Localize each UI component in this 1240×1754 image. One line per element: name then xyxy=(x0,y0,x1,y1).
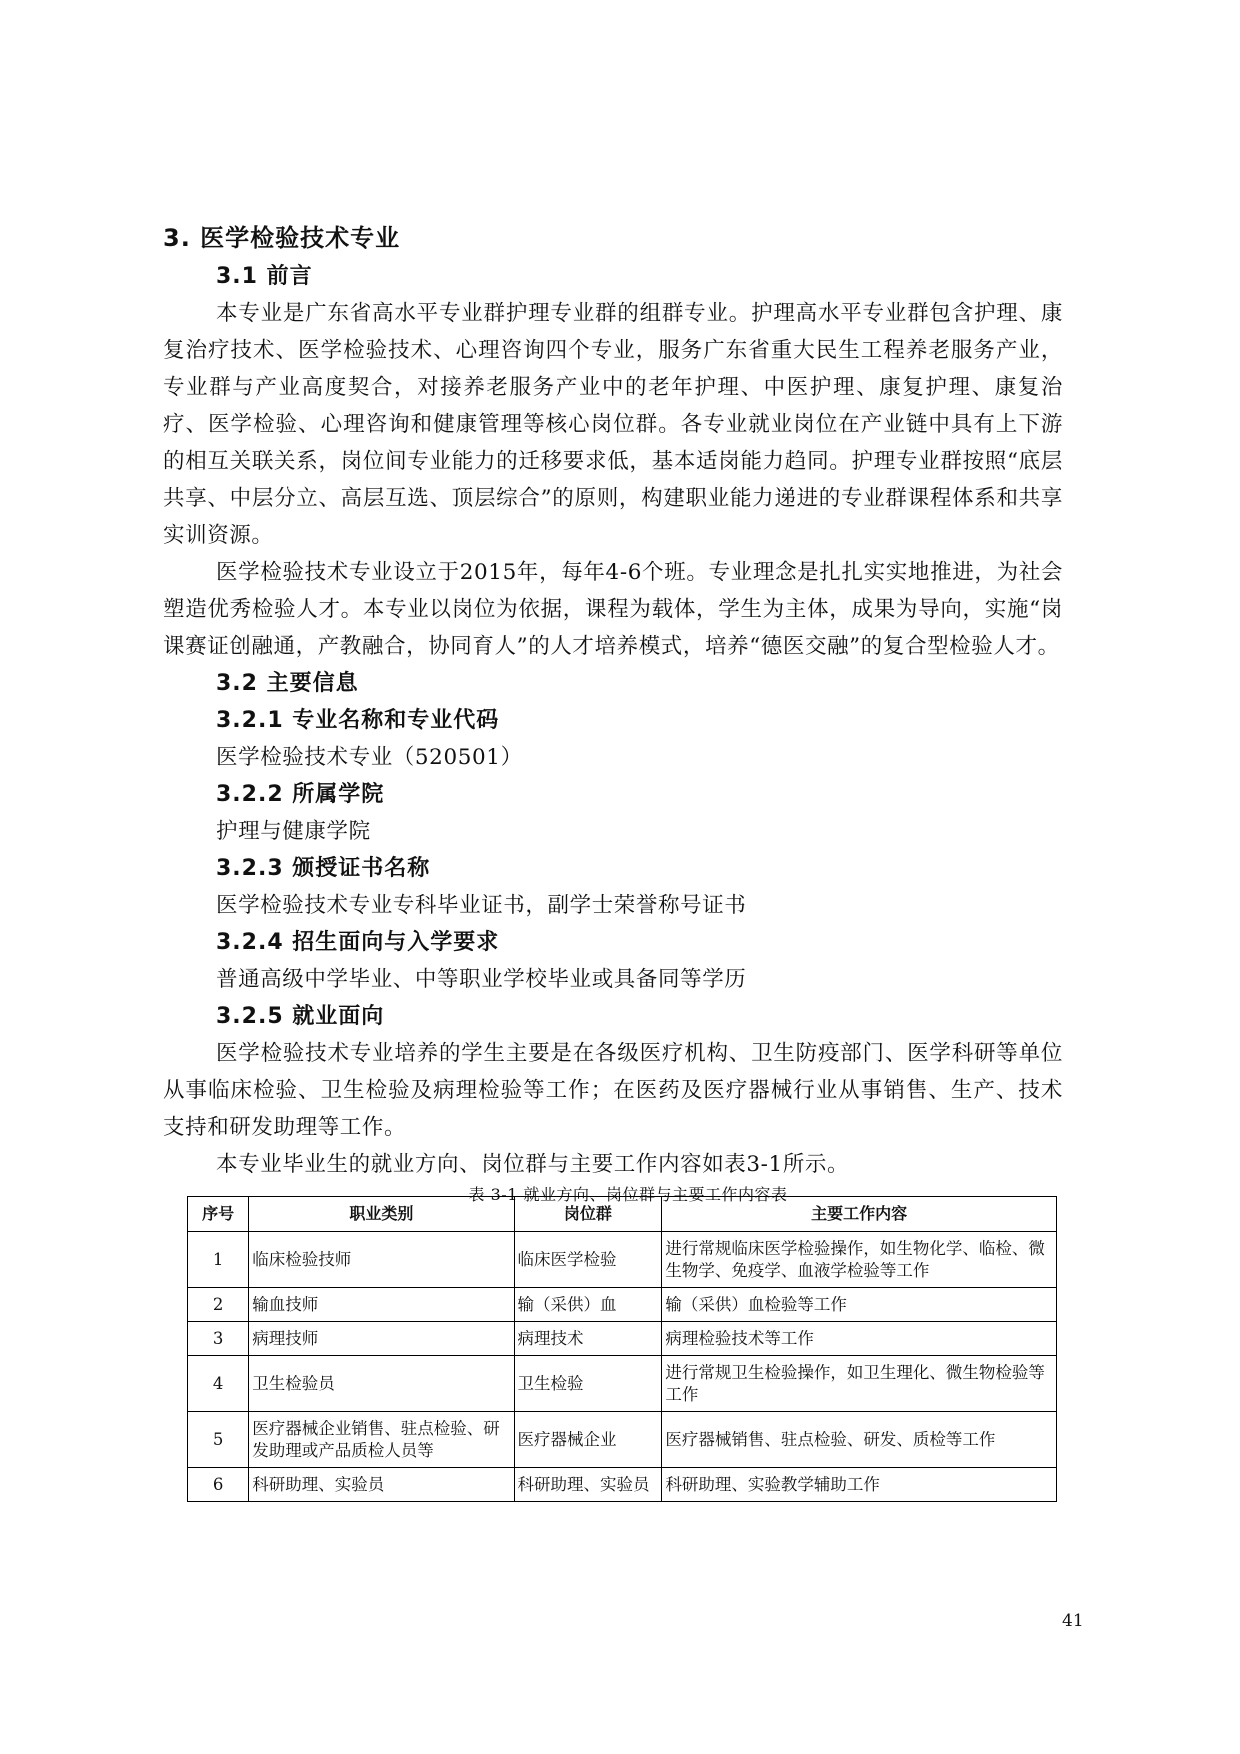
cell-group: 病理技术 xyxy=(514,1322,662,1356)
table-row xyxy=(188,1288,1057,1322)
cell-no: 4 xyxy=(188,1356,249,1412)
header-content: 主要工作内容 xyxy=(662,1197,1057,1232)
table-row xyxy=(188,1322,1057,1356)
preface-paragraph-2: 医学检验技术专业设立于2015年，每年4-6个班。专业理念是扎扎实实地推进，为社会塑造优秀检验人才。本专业以岗位为依据，课程为载体，学生为主体，成果为导向，实施“岗课赛证创融通，产教融合，协同育人”的人才培养模式，培养“德医交融”的复合型检验人才。 xyxy=(163,560,1063,659)
cell-content: 医疗器械销售、驻点检验、研发、质检等工作 xyxy=(662,1412,1057,1468)
cell-category: 医疗器械企业销售、驻点检验、研发助理或产品质检人员等 xyxy=(249,1412,514,1468)
major-name-heading: 3.2.1 专业名称和专业代码 xyxy=(216,708,500,733)
cell-content: 输（采供）血检验等工作 xyxy=(662,1288,1057,1322)
table-row xyxy=(188,1356,1057,1412)
page-number: 41 xyxy=(1062,1611,1084,1631)
cell-group: 科研助理、实验员 xyxy=(514,1468,662,1502)
table-row xyxy=(188,1232,1057,1288)
page-content xyxy=(163,218,1063,1207)
cell-group: 卫生检验 xyxy=(514,1356,662,1412)
admission-heading: 3.2.4 招生面向与入学要求 xyxy=(216,930,500,955)
admission-value: 普通高级中学毕业、中等职业学校毕业或具备同等学历 xyxy=(216,967,747,992)
info-heading: 3.2 主要信息 xyxy=(216,671,359,696)
major-name-value: 医学检验技术专业（520501） xyxy=(216,745,523,770)
cell-category: 病理技师 xyxy=(249,1322,514,1356)
cell-no: 5 xyxy=(188,1412,249,1468)
certificate-value: 医学检验技术专业专科毕业证书，副学士荣誉称号证书 xyxy=(216,893,747,918)
employment-paragraph-1: 医学检验技术专业培养的学生主要是在各级医疗机构、卫生防疫部门、医学科研等单位从事临床检验、卫生检验及病理检验等工作；在医药及医疗器械行业从事销售、生产、技术支持和研发助理等工作。 xyxy=(163,1041,1063,1140)
cell-category: 临床检验技师 xyxy=(249,1232,514,1288)
section-title: 3. 医学检验技术专业 xyxy=(163,224,401,252)
table-caption: 表 3-1 就业方向、岗位群与主要工作内容表 xyxy=(468,1185,788,1204)
cell-content: 科研助理、实验教学辅助工作 xyxy=(662,1468,1057,1502)
cell-category: 卫生检验员 xyxy=(249,1356,514,1412)
cell-content: 进行常规卫生检验操作，如卫生理化、微生物检验等工作 xyxy=(662,1356,1057,1412)
cell-category: 科研助理、实验员 xyxy=(249,1468,514,1502)
table-row xyxy=(188,1412,1057,1468)
employment-paragraph-2: 本专业毕业生的就业方向、岗位群与主要工作内容如表3-1所示。 xyxy=(216,1152,850,1177)
cell-content: 病理检验技术等工作 xyxy=(662,1322,1057,1356)
cell-no: 2 xyxy=(188,1288,249,1322)
college-value: 护理与健康学院 xyxy=(216,819,371,844)
table-row xyxy=(188,1468,1057,1502)
preface-paragraph-1: 本专业是广东省高水平专业群护理专业群的组群专业。护理高水平专业群包含护理、康复治疗技术、医学检验技术、心理咨询四个专业，服务广东省重大民生工程养老服务产业，专业群与产业高度契合，对接养老服务产业中的老年护理、中医护理、康复护理、康复治疗、医学检验、心理咨询和健康管理等核心岗位群。各专业就业岗位在产业链中具有上下游的相互关联关系，岗位间专业能力的迁移要求低，基本适岗能力趋同。护理专业群按照“底层共享、中层分立、高层互选、顶层综合”的原则，构建职业能力递进的专业群课程体系和共享实训资源。 xyxy=(163,301,1063,548)
preface-heading: 3.1 前言 xyxy=(216,264,313,289)
college-heading: 3.2.2 所属学院 xyxy=(216,782,385,807)
cell-group: 输（采供）血 xyxy=(514,1288,662,1322)
table-header-row xyxy=(188,1197,1057,1232)
cell-no: 3 xyxy=(188,1322,249,1356)
header-group: 岗位群 xyxy=(514,1197,662,1232)
cell-content: 进行常规临床医学检验操作，如生物化学、临检、微生物学、免疫学、血液学检验等工作 xyxy=(662,1232,1057,1288)
cell-no: 1 xyxy=(188,1232,249,1288)
cell-no: 6 xyxy=(188,1468,249,1502)
cell-category: 输血技师 xyxy=(249,1288,514,1322)
header-no: 序号 xyxy=(188,1197,249,1232)
employment-heading: 3.2.5 就业面向 xyxy=(216,1004,385,1029)
employment-table xyxy=(187,1196,1057,1502)
cell-group: 临床医学检验 xyxy=(514,1232,662,1288)
cell-group: 医疗器械企业 xyxy=(514,1412,662,1468)
header-category: 职业类别 xyxy=(249,1197,514,1232)
certificate-heading: 3.2.3 颁授证书名称 xyxy=(216,856,431,881)
